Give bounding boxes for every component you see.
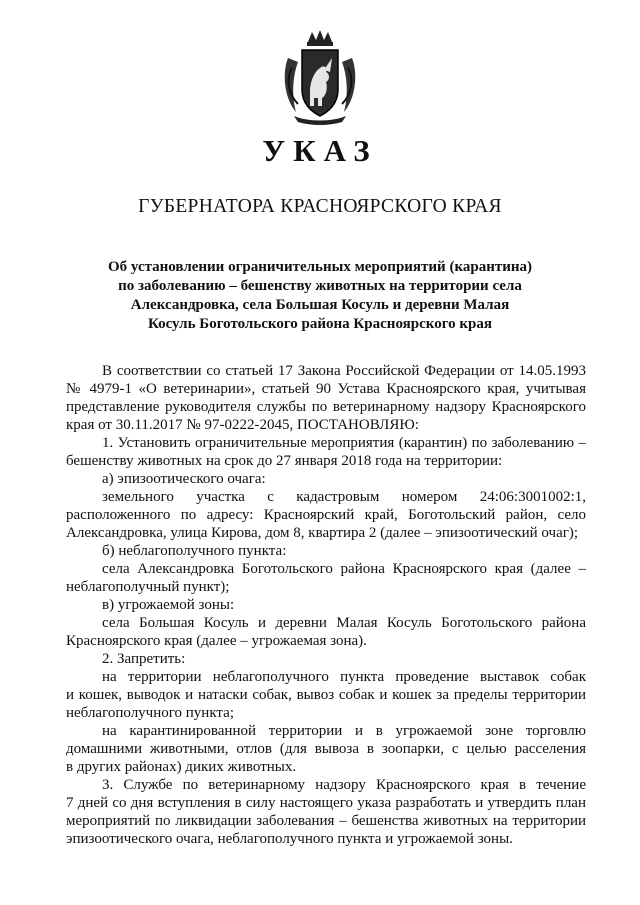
body-line: в других районах) диких животных. — [66, 759, 297, 775]
heading-line: Александровка, села Большая Косуль и деревни Малая — [130, 297, 510, 313]
body-line: бешенству животных на срок до 27 января 2018 года на территории: — [66, 453, 503, 469]
body-line: 2. Запретить: — [102, 651, 186, 667]
body-line: В соответствии со статьей 17 Закона Российской Федерации от 14.05.1993 — [102, 363, 586, 379]
decree-heading — [80, 258, 560, 334]
body-line: неблагополучного пункта; — [66, 705, 234, 721]
decree-body — [66, 362, 586, 848]
body-line: расположенного по адресу: Красноярский край, Боготольский район, село — [66, 507, 586, 523]
heading-line: по заболеванию – бешенству животных на территории села — [118, 278, 522, 294]
body-line: села Александровка Боготольского района Красноярского края (далее – — [102, 561, 586, 577]
body-line: в) угрожаемой зоны: — [102, 597, 235, 613]
body-line: а) эпизоотического очага: — [102, 471, 266, 487]
body-line: мероприятий по ликвидации заболевания – бешенства животных на территории — [66, 813, 586, 829]
body-line: неблагополучный пункт); — [66, 579, 230, 595]
document-subtitle: ГУБЕРНАТОРА КРАСНОЯРСКОГО КРАЯ — [138, 196, 502, 217]
body-line: края от 30.11.2017 № 97-0222-2045, ПОСТАНОВЛЯЮ: — [66, 417, 419, 433]
body-line: на территории неблагополучного пункта проведение выставок собак — [102, 669, 586, 685]
document-title: УКАЗ — [262, 133, 378, 168]
body-line: и кошек, выводок и натаски собак, вывоз собак и кошек за пределы территории — [66, 687, 586, 703]
body-line: эпизоотического очага, неблагополучного пункта и угрожаемой зоны. — [66, 831, 513, 847]
body-line: б) неблагополучного пункта: — [102, 543, 287, 559]
heading-line: Об установлении ограничительных мероприятий (карантина) — [107, 259, 532, 275]
body-line: Красноярского края (далее – угрожаемая зона). — [66, 633, 367, 649]
body-line: Александровка, улица Кирова, дом 8, квартира 2 (далее – эпизоотический очаг); — [66, 525, 579, 541]
coat-of-arms-icon — [280, 28, 360, 126]
body-line: на карантинированной территории и в угрожаемой зоне торговлю — [102, 723, 586, 739]
body-line: 3. Службе по ветеринарному надзору Красноярского края в течение — [102, 777, 586, 793]
body-line: домашними животными, отлов (для вывоза в зоопарки, с целью расселения — [66, 741, 586, 757]
body-line: 7 дней со дня вступления в силу настоящего указа разработать и утвердить план — [66, 795, 586, 811]
body-line: № 4979-1 «О ветеринарии», статьей 90 Устава Красноярского края, учитывая — [66, 381, 586, 397]
heading-line: Косуль Боготольского района Красноярского края — [147, 316, 493, 332]
body-line: 1. Установить ограничительные мероприятия (карантин) по заболеванию – — [102, 435, 586, 451]
body-line: представление руководителя службы по ветеринарному надзору Красноярского — [66, 399, 586, 415]
body-line: земельного участка с кадастровым номером 24:06:3001002:1, — [102, 489, 586, 505]
body-line: села Большая Косуль и деревни Малая Косуль Боготольского района — [102, 615, 586, 631]
